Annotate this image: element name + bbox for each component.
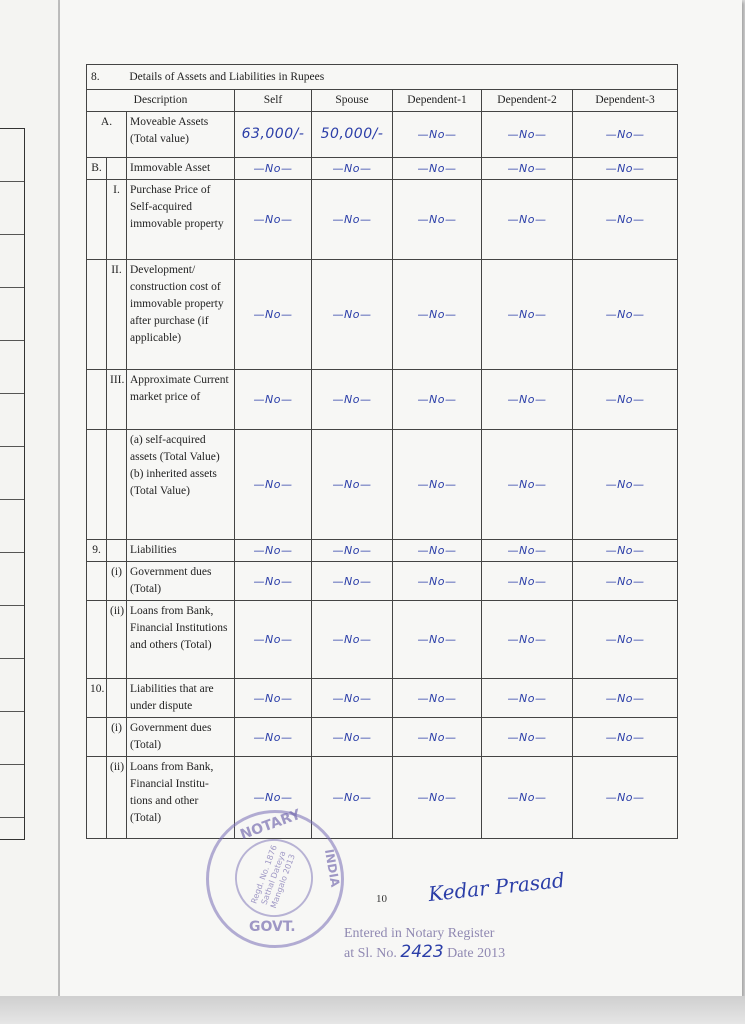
value-cell: —No— xyxy=(393,370,482,430)
value-cell: —No— xyxy=(482,540,573,562)
value-cell: —No— xyxy=(573,679,678,718)
section-title-row xyxy=(87,65,678,90)
row-subnumber: (ii) xyxy=(107,757,127,839)
value-cell: —No— xyxy=(573,718,678,757)
left-page-edge xyxy=(0,0,60,1000)
row-number: 10. xyxy=(87,679,107,718)
value-cell: —No— xyxy=(235,370,312,430)
stamp-top-text: NOTARY xyxy=(238,806,303,844)
table-row-dispute xyxy=(87,679,678,718)
row-subnumber: (i) xyxy=(107,562,127,601)
row-number xyxy=(87,260,107,370)
row-description: Loans from Bank, Financial Institutions and others (Total) xyxy=(127,601,235,679)
row-number xyxy=(87,757,107,839)
row-description: Government dues (Total) xyxy=(127,718,235,757)
value-cell: 50,000/- xyxy=(312,112,393,158)
row-number xyxy=(87,718,107,757)
value-cell: —No— xyxy=(482,260,573,370)
row-number xyxy=(87,562,107,601)
header-spouse: Spouse xyxy=(312,90,393,112)
row-description: Immovable Asset xyxy=(127,158,235,180)
page-number: 10 xyxy=(376,893,387,905)
row-number xyxy=(87,601,107,679)
value-cell: —No— xyxy=(573,601,678,679)
value-cell: —No— xyxy=(393,158,482,180)
value-cell: —No— xyxy=(573,757,678,839)
value-cell: 63,000/- xyxy=(235,112,312,158)
value-cell: —No— xyxy=(235,601,312,679)
value-cell: —No— xyxy=(482,562,573,601)
section-number: 8. xyxy=(91,70,100,83)
row-description: Liabilities xyxy=(127,540,235,562)
header-row xyxy=(87,90,678,112)
table-row-govdues xyxy=(87,562,678,601)
row-description: Development/ construction cost of immovable property after purchase (if applicable) xyxy=(127,260,235,370)
value-cell: —No— xyxy=(235,718,312,757)
register-suffix: Date 2013 xyxy=(447,946,506,961)
row-number xyxy=(87,430,107,540)
row-number xyxy=(87,370,107,430)
row-number: A. xyxy=(87,112,127,158)
value-cell: —No— xyxy=(235,562,312,601)
value-cell: —No— xyxy=(312,540,393,562)
row-description: Purchase Price of Self-acquired immovable property xyxy=(127,180,235,260)
header-dependent-3: Dependent-3 xyxy=(573,90,678,112)
value-cell: —No— xyxy=(312,718,393,757)
header-dependent-1: Dependent-1 xyxy=(393,90,482,112)
row-description: Loans from Bank, Financial Institu-tions and other (Total) xyxy=(127,757,235,839)
row-description: Approximate Current market price of xyxy=(127,370,235,430)
value-cell: —No— xyxy=(393,180,482,260)
value-cell: —No— xyxy=(573,260,678,370)
stamp-right-text: INDIA xyxy=(321,847,343,889)
row-description: Liabilities that are under dispute xyxy=(127,679,235,718)
value-cell: —No— xyxy=(482,180,573,260)
value-cell: —No— xyxy=(573,540,678,562)
notary-stamp xyxy=(206,806,344,948)
table-row-loans xyxy=(87,601,678,679)
table-row-movable xyxy=(87,112,678,158)
table-row-loans2 xyxy=(87,757,678,839)
row-subnumber xyxy=(107,430,127,540)
value-cell: —No— xyxy=(312,601,393,679)
register-line-1: Entered in Notary Register xyxy=(344,926,495,941)
value-cell: —No— xyxy=(312,180,393,260)
header-description: Description xyxy=(87,90,235,112)
register-number: 2423 xyxy=(400,942,444,962)
table-row-purchase xyxy=(87,180,678,260)
left-page-table-edge xyxy=(0,128,25,840)
row-subnumber xyxy=(107,158,127,180)
value-cell: —No— xyxy=(312,158,393,180)
row-number xyxy=(87,180,107,260)
table-row-market xyxy=(87,370,678,430)
value-cell: —No— xyxy=(235,180,312,260)
row-number: B. xyxy=(87,158,107,180)
value-cell: —No— xyxy=(573,112,678,158)
value-cell: —No— xyxy=(312,757,393,839)
value-cell: —No— xyxy=(482,430,573,540)
value-cell: —No— xyxy=(393,260,482,370)
value-cell: —No— xyxy=(312,679,393,718)
value-cell: —No— xyxy=(573,370,678,430)
value-cell: —No— xyxy=(235,540,312,562)
row-description: Government dues (Total) xyxy=(127,562,235,601)
page-bottom-edge xyxy=(0,996,745,1024)
value-cell: —No— xyxy=(482,601,573,679)
stamp-bottom-text: GOVT. xyxy=(249,919,296,935)
value-cell: —No— xyxy=(573,562,678,601)
value-cell: —No— xyxy=(235,260,312,370)
value-cell: —No— xyxy=(482,112,573,158)
row-subnumber xyxy=(107,679,127,718)
stamp-inner-text: Regd. No. 1876 Sathal Dateya Mangalo 2013 xyxy=(224,828,324,928)
table-row-liabilities xyxy=(87,540,678,562)
value-cell: —No— xyxy=(573,158,678,180)
table-row-selfacq xyxy=(87,430,678,540)
row-description: (a) self-acquired assets (Total Value) (b) inherited assets (Total Value) xyxy=(127,430,235,540)
value-cell: —No— xyxy=(482,757,573,839)
value-cell: —No— xyxy=(312,562,393,601)
value-cell: —No— xyxy=(393,540,482,562)
value-cell: —No— xyxy=(393,757,482,839)
row-subnumber: I. xyxy=(107,180,127,260)
value-cell: —No— xyxy=(393,112,482,158)
value-cell: —No— xyxy=(393,430,482,540)
value-cell: —No— xyxy=(393,679,482,718)
header-dependent-2: Dependent-2 xyxy=(482,90,573,112)
value-cell: —No— xyxy=(312,260,393,370)
value-cell: —No— xyxy=(235,430,312,540)
section-title: Details of Assets and Liabilities in Rupees xyxy=(129,70,325,83)
assets-liabilities-table xyxy=(86,64,678,839)
value-cell: —No— xyxy=(482,370,573,430)
value-cell: —No— xyxy=(235,679,312,718)
table-row-development xyxy=(87,260,678,370)
value-cell: —No— xyxy=(312,430,393,540)
row-subnumber xyxy=(107,540,127,562)
register-prefix: at Sl. No. xyxy=(344,946,397,961)
row-subnumber: III. xyxy=(107,370,127,430)
value-cell: —No— xyxy=(393,562,482,601)
value-cell: —No— xyxy=(573,430,678,540)
table-row-immovable xyxy=(87,158,678,180)
row-description: Moveable Assets (Total value) xyxy=(127,112,235,158)
row-subnumber: (ii) xyxy=(107,601,127,679)
value-cell: —No— xyxy=(482,158,573,180)
value-cell: —No— xyxy=(235,757,312,839)
table-row-govdues2 xyxy=(87,718,678,757)
signature: Kedar Prasad xyxy=(427,867,566,907)
value-cell: —No— xyxy=(393,601,482,679)
value-cell: —No— xyxy=(312,370,393,430)
value-cell: —No— xyxy=(235,158,312,180)
header-self: Self xyxy=(235,90,312,112)
value-cell: —No— xyxy=(393,718,482,757)
value-cell: —No— xyxy=(573,180,678,260)
value-cell: —No— xyxy=(482,718,573,757)
row-subnumber: (i) xyxy=(107,718,127,757)
row-number: 9. xyxy=(87,540,107,562)
value-cell: —No— xyxy=(482,679,573,718)
row-subnumber: II. xyxy=(107,260,127,370)
notary-register-entry xyxy=(344,925,505,963)
table-body xyxy=(87,112,678,839)
